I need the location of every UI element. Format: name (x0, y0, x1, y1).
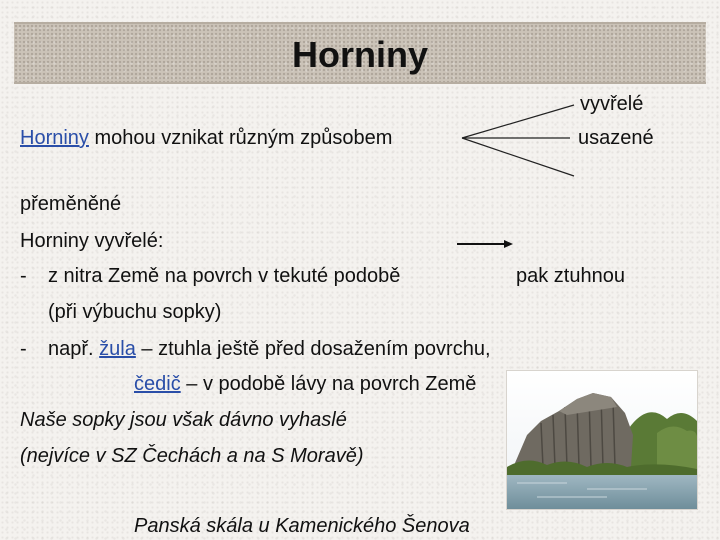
panska-skala-photo (506, 370, 698, 510)
bullet1-text: z nitra Země na povrch v tekuté podobě (48, 265, 401, 287)
bullet2b-rest: – v podobě lávy na povrch Země (180, 373, 477, 395)
bullet2-prefix: např. (48, 338, 100, 360)
cedic-link[interactable]: čedič (134, 373, 181, 395)
branch-vyvrele: vyvřelé (580, 93, 644, 115)
title-bar (14, 22, 706, 84)
zula-link[interactable]: žula (99, 338, 136, 360)
bullet2-line (48, 337, 491, 361)
intro-line (20, 126, 392, 150)
slide-title: Horniny (291, 34, 428, 75)
note-line-1: Naše sopky jsou však dávno vyhaslé (20, 409, 347, 431)
landscape-image (507, 371, 697, 509)
bullet1-dash: - (20, 265, 27, 287)
type-premenene: přeměněné (20, 193, 122, 215)
bullet1-sub: (při výbuchu sopky) (48, 301, 222, 323)
bullet2-rest: – ztuhla ještě před dosažením povrchu, (135, 338, 491, 360)
note-line-2: (nejvíce v SZ Čechách a na S Moravě) (20, 445, 364, 467)
section-heading: Horniny vyvřelé: (20, 230, 164, 252)
intro-text: mohou vznikat různým způsobem (88, 127, 393, 149)
bullet1-result: pak ztuhnou (516, 265, 625, 287)
branch-usazene: usazené (578, 127, 654, 149)
horniny-link[interactable]: Horniny (20, 127, 89, 149)
bullet2-dash: - (20, 338, 27, 360)
photo-caption: Panská skála u Kamenického Šenova (134, 515, 470, 537)
bullet2b-line (134, 372, 476, 396)
